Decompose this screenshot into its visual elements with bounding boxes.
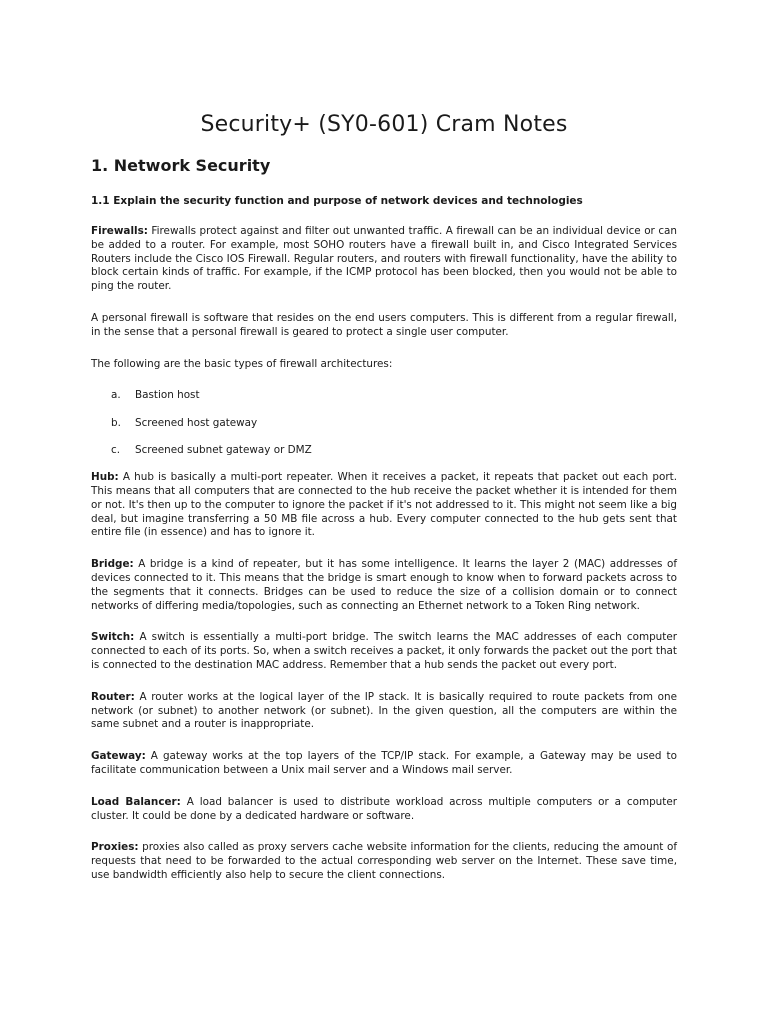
- text-switch: A switch is essentially a multi-port bridge. The switch learns the MAC addresses of each computer connected to each of its ports. So, when a switch receives a packet, it only forwards the packet out the port that is connected to the destination MAC address. Remember that a hub sends the packet out every port.: [91, 631, 677, 672]
- term-router: Router:: [91, 690, 135, 703]
- paragraph-load-balancer: [91, 796, 677, 824]
- term-proxies: Proxies:: [91, 841, 139, 854]
- paragraph-proxies: [91, 841, 677, 882]
- paragraph-router: [91, 691, 677, 732]
- term-gateway: Gateway:: [91, 750, 146, 763]
- term-hub: Hub:: [91, 471, 119, 484]
- paragraph-gateway: [91, 750, 677, 778]
- paragraph-architectures-intro: The following are the basic types of firewall architectures:: [91, 357, 393, 370]
- text-router: A router works at the logical layer of the IP stack. It is basically required to route packets from one network (or subnet) to another network (or subnet). In the given question, all the computers are within the same subnet and a router is inappropriate.: [91, 690, 677, 731]
- term-bridge: Bridge:: [91, 558, 134, 571]
- document-body: [91, 225, 677, 901]
- paragraph-bridge: [91, 558, 677, 613]
- term-load-balancer: Load Balancer:: [91, 795, 181, 808]
- paragraph-firewalls: [91, 225, 677, 294]
- text-firewalls: Firewalls protect against and filter out unwanted traffic. A firewall can be an individual device or can be added to a router. For example, most SOHO routers have a firewall built in, and Cisco Integrated Services Routers include the Cisco IOS Firewall. Regular routers, and routers with firewall functionality, have the ability to block certain kinds of traffic. For example, if the ICMP protocol has been blocked, then you would not be able to ping the router.: [91, 225, 677, 293]
- text-gateway: A gateway works at the top layers of the TCP/IP stack. For example, a Gateway may be used to facilitate communication between a Unix mail server and a Windows mail server.: [91, 750, 677, 777]
- text-proxies: proxies also called as proxy servers cache website information for the clients, reducing the amount of requests that need to be forwarded to the actual corresponding web server on the Internet. These save time, use bandwidth efficiently also help to secure the client connections.: [91, 841, 677, 881]
- text-bridge: A bridge is a kind of repeater, but it has some intelligence. It learns the layer 2 (MAC) addresses of devices connected to it. This means that the bridge is smart enough to know when to forward packets across to the segments that it connects. Bridges can be used to reduce the size of a collision domain or to connect networks of differing media/topologies, such as connecting an Ethernet network to a Token Ring network.: [91, 558, 677, 612]
- term-firewalls: Firewalls:: [91, 225, 148, 237]
- architecture-list: [91, 389, 677, 457]
- term-switch: Switch:: [91, 631, 135, 644]
- list-item: [111, 417, 677, 431]
- section-heading: 1. Network Security: [91, 156, 271, 175]
- list-item: [111, 389, 677, 403]
- subsection-heading: 1.1 Explain the security function and purpose of network devices and technologies: [91, 195, 583, 207]
- list-item-text: Screened host gateway: [135, 416, 258, 429]
- list-item-text: Bastion host: [135, 389, 200, 402]
- list-marker: a.: [111, 389, 121, 402]
- paragraph-switch: [91, 631, 677, 672]
- text-hub: A hub is basically a multi-port repeater. When it receives a packet, it repeats that packet out each port. This means that all computers that are connected to the hub receive the packet whether it is intended for them or not. It's then up to the computer to ignore the packet if it's not addressed to it. This might not seem like a big deal, but imagine transferring a 50 MB file across a hub. Every computer connected to the hub gets sent that entire file (in essence) and has to ignore it.: [91, 471, 677, 539]
- paragraph-hub: [91, 471, 677, 540]
- list-item-text: Screened subnet gateway or DMZ: [135, 443, 312, 456]
- list-marker: c.: [111, 443, 121, 456]
- text-load-balancer: A load balancer is used to distribute workload across multiple computers or a computer cluster. It could be done by a dedicated hardware or software.: [91, 795, 678, 822]
- list-item: [111, 444, 677, 458]
- paragraph-personal-firewall: A personal firewall is software that resides on the end users computers. This is different from a regular firewall, in the sense that a personal firewall is geared to protect a single user computer.: [91, 311, 677, 338]
- page-title: Security+ (SY0-601) Cram Notes: [200, 112, 568, 137]
- list-marker: b.: [111, 416, 121, 429]
